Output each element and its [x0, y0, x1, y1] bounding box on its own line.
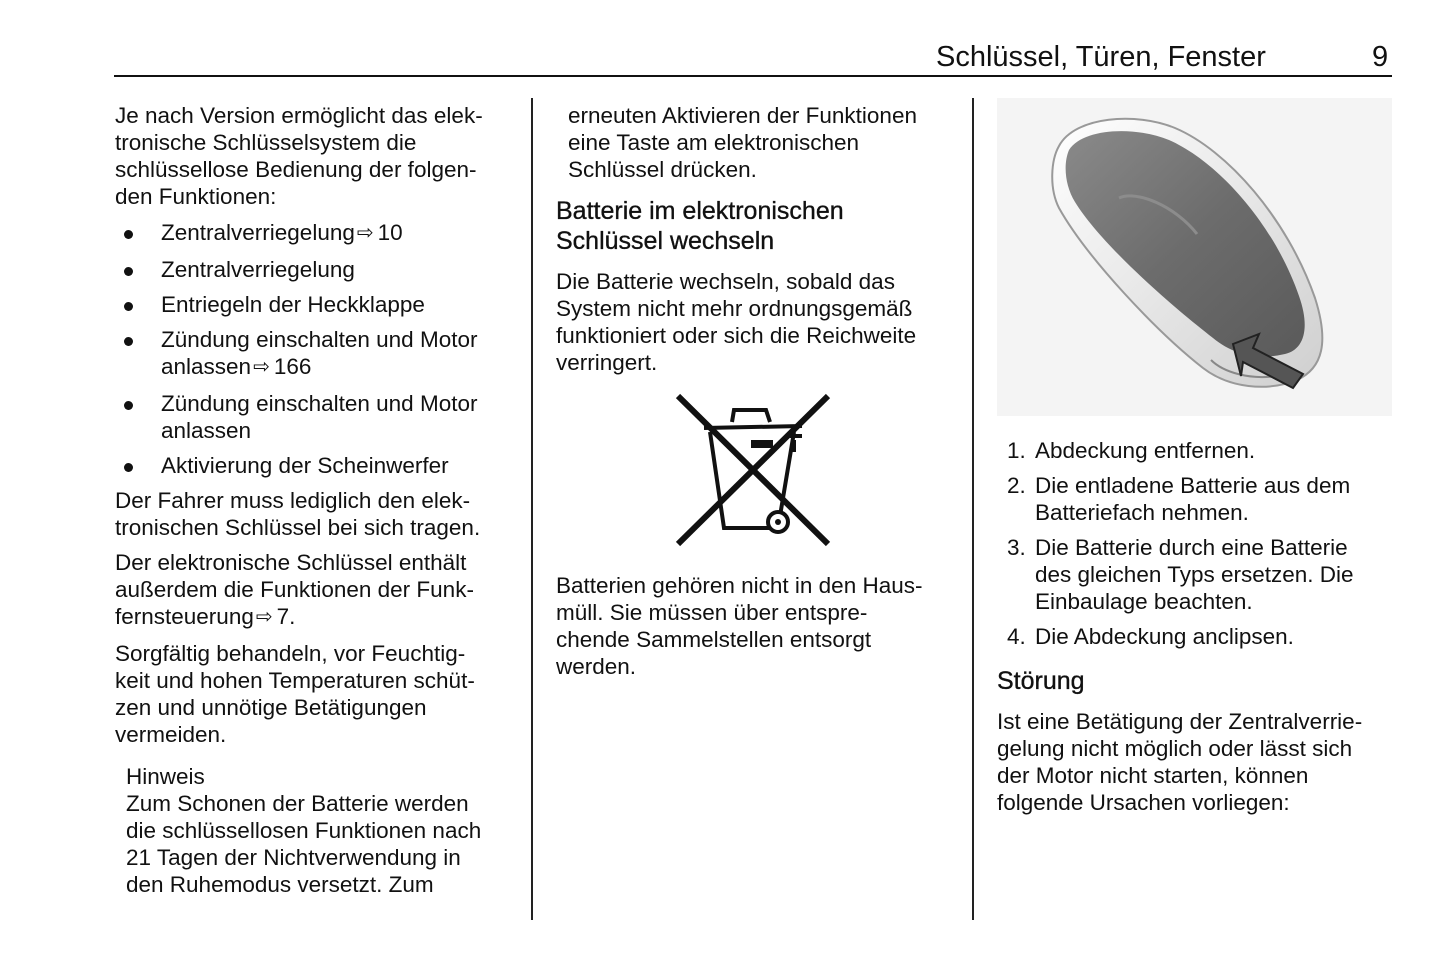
bullet-icon	[124, 401, 133, 410]
list-item: 1. Abdeckung entfernen.	[1007, 438, 1256, 463]
continued-paragraph: erneuten Aktivieren der Funktionen eine Taste am elektronischen Schlüssel drücken.	[568, 103, 917, 182]
fault-paragraph: Ist eine Betätigung der Zentralverrie- gelung nicht möglich oder lässt sich der Motor nicht starten, können folgende Ursachen vorliegen:	[997, 709, 1363, 815]
section-heading-stoerung: Störung	[997, 667, 1085, 695]
care-paragraph: Sorgfältig behandeln, vor Feuchtig- keit und hohen Temperaturen schüt- zen und unnötige Betätigungen vermeiden.	[115, 641, 475, 747]
column-2	[556, 102, 961, 680]
remote-paragraph: Der elektronische Schlüssel enthält außerdem die Funktionen der Funk- fernsteuerung ⇨ 7.	[115, 550, 474, 629]
list-item: Zündung einschalten und Motor anlassen	[115, 390, 525, 444]
list-item: 4. Die Abdeckung anclipsen.	[1007, 624, 1294, 649]
page-ref-link[interactable]: 166	[273, 354, 312, 379]
page-ref-link[interactable]: 7.	[276, 604, 296, 629]
intro-paragraph: Je nach Version ermöglicht das elek- tronische Schlüsselsystem die schlüssellose Bedienung der folgen- den Funktionen:	[115, 103, 483, 209]
list-item: 2. Die entladene Batterie aus dem Batteriefach nehmen.	[1007, 473, 1351, 525]
function-list	[115, 219, 525, 479]
column-divider-1	[531, 98, 533, 920]
column-divider-2	[972, 98, 974, 920]
page-number: 9	[1372, 41, 1389, 73]
bullet-icon	[124, 230, 133, 239]
page-ref-arrow-icon: ⇨	[356, 222, 374, 244]
page-ref-arrow-icon: ⇨	[253, 356, 270, 378]
battery-paragraph: Die Batterie wechseln, sobald das System nicht mehr ordnungsgemäß funktioniert oder sich die Reichweite verringert.	[556, 269, 917, 375]
list-item: Entriegeln der Heckklappe	[115, 291, 525, 318]
header-rule	[114, 75, 1392, 77]
column-1	[115, 102, 525, 898]
section-heading-battery: Batterie im elektronischen Schlüssel wechseln	[556, 197, 844, 255]
crossed-out-wheelie-bin-icon	[674, 392, 832, 550]
note-title: Hinweis	[126, 764, 205, 789]
driver-paragraph: Der Fahrer muss lediglich den elek- tronischen Schlüssel bei sich tragen.	[115, 488, 481, 540]
page-header-title: Schlüssel, Türen, Fenster	[936, 41, 1266, 73]
list-item: Zentralverriegelung ⇨ 10	[115, 219, 525, 248]
list-item: Aktivierung der Scheinwerfer	[115, 452, 525, 479]
note-box	[115, 763, 525, 898]
list-item: Zündung einschalten und Motor anlassen ⇨ 166	[115, 326, 525, 382]
bullet-icon	[124, 463, 133, 472]
crossed-bin-figure	[674, 392, 832, 550]
list-item: 3. Die Batterie durch eine Batterie des gleichen Typs ersetzen. Die Einbaulage beachten.	[1007, 535, 1354, 614]
page-ref-arrow-icon: ⇨	[255, 606, 273, 628]
note-text: Zum Schonen der Batterie werden die schlüssellosen Funktionen nach 21 Tagen der Nichtverwendung in den Ruhemodus versetzt. Zum	[126, 791, 482, 897]
key-fob-image	[997, 98, 1392, 416]
battery-steps	[997, 437, 1392, 650]
key-fob-illustration	[997, 98, 1392, 416]
column-3	[997, 437, 1392, 816]
bullet-icon	[124, 337, 133, 346]
page-ref-link[interactable]: 10	[377, 220, 403, 245]
bullet-icon	[124, 267, 133, 276]
disposal-paragraph: Batterien gehören nicht in den Haus- müll. Sie müssen über entspre- chende Sammelstellen entsorgt werden.	[556, 573, 923, 679]
list-item: Zentralverriegelung	[115, 256, 525, 283]
bullet-icon	[124, 302, 133, 311]
